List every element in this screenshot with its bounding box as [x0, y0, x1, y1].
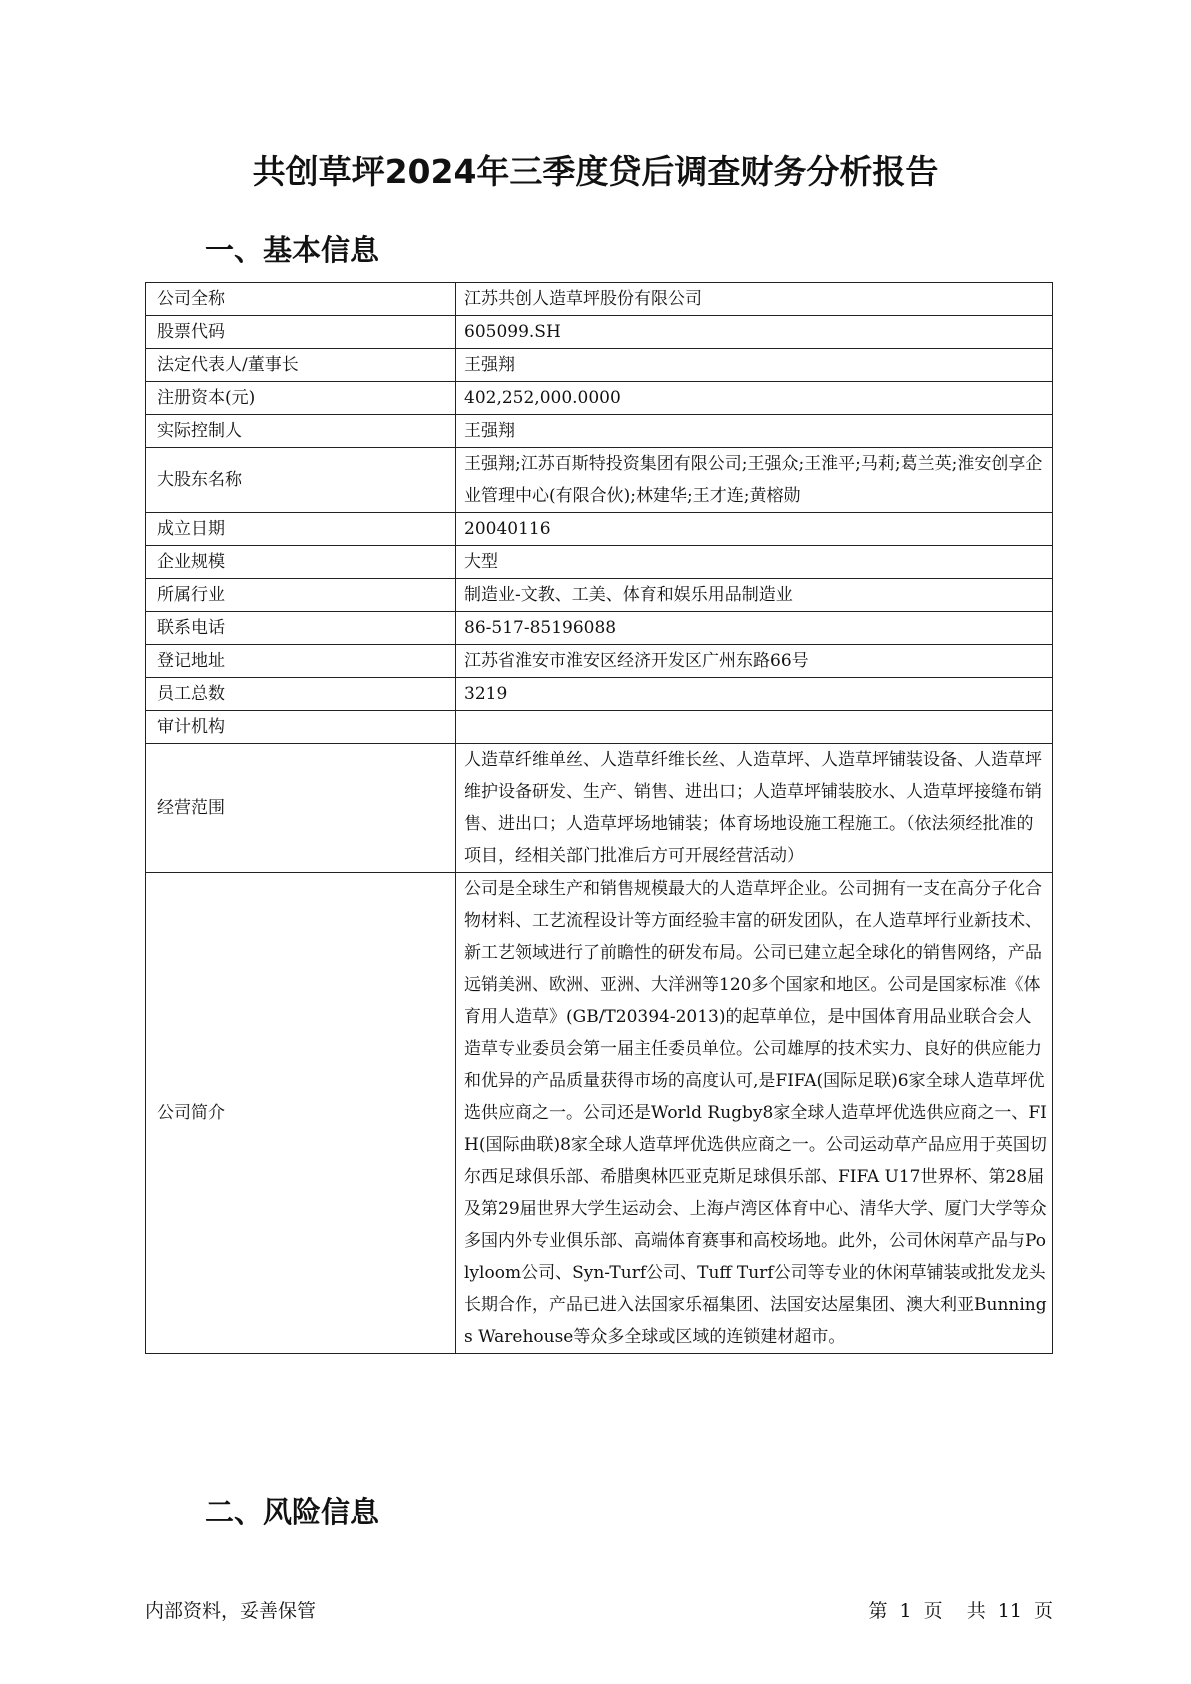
row-label: 股票代码	[146, 316, 456, 349]
section-heading-risk-info: 二、风险信息	[205, 1495, 380, 1529]
table-row	[146, 316, 1053, 349]
row-value: 江苏省淮安市淮安区经济开发区广州东路66号	[456, 645, 1053, 678]
row-label: 联系电话	[146, 612, 456, 645]
table-row	[146, 873, 1053, 1354]
row-value: 公司是全球生产和销售规模最大的人造草坪企业。公司拥有一支在高分子化合物材料、工艺流程设计等方面经验丰富的研发团队，在人造草坪行业新技术、新工艺领域进行了前瞻性的研发布局。公司已建立起全球化的销售网络，产品远销美洲、欧洲、亚洲、大洋洲等120多个国家和地区。公司是国家标准《体育用人造草》(GB/T20394-2013)的起草单位，是中国体育用品业联合会人造草专业委员会第一届主任委员单位。公司雄厚的技术实力、良好的供应能力和优异的产品质量获得市场的高度认可,是FIFA(国际足联)6家全球人造草坪优选供应商之一。公司还是World Rugby8家全球人造草坪优选供应商之一、FIH(国际曲联)8家全球人造草坪优选供应商之一。公司运动草产品应用于英国切尔西足球俱乐部、希腊奥林匹亚克斯足球俱乐部、FIFA U17世界杯、第28届及第29届世界大学生运动会、上海卢湾区体育中心、清华大学、厦门大学等众多国内外专业俱乐部、高端体育赛事和高校场地。此外，公司休闲草产品与Polyloom公司、Syn-Turf公司、Tuff Turf公司等专业的休闲草铺装或批发龙头长期合作，产品已进入法国家乐福集团、法国安达屋集团、澳大利亚Bunnings Warehouse等众多全球或区域的连锁建材超市。	[456, 873, 1053, 1354]
row-value: 江苏共创人造草坪股份有限公司	[456, 283, 1053, 316]
section-heading-basic-info: 一、基本信息	[205, 233, 380, 267]
basic-info-table	[145, 282, 1053, 1354]
table-row	[146, 678, 1053, 711]
row-label: 公司简介	[146, 873, 456, 1354]
table-row	[146, 382, 1053, 415]
row-label: 企业规模	[146, 546, 456, 579]
page-indicator: 第 1 页 共 11 页	[868, 1600, 1053, 1622]
table-row	[146, 349, 1053, 382]
row-value: 人造草纤维单丝、人造草纤维长丝、人造草坪、人造草坪铺装设备、人造草坪维护设备研发、生产、销售、进出口；人造草坪铺装胶水、人造草坪接缝布销售、进出口；人造草坪场地铺装；体育场地设施工程施工。（依法须经批准的项目，经相关部门批准后方可开展经营活动）	[456, 744, 1053, 873]
row-value: 王强翔	[456, 349, 1053, 382]
row-label: 所属行业	[146, 579, 456, 612]
table-row	[146, 546, 1053, 579]
table-row	[146, 612, 1053, 645]
row-label: 注册资本(元)	[146, 382, 456, 415]
table-row	[146, 283, 1053, 316]
row-value: 王强翔	[456, 415, 1053, 448]
table-row	[146, 711, 1053, 744]
row-value: 3219	[456, 678, 1053, 711]
row-label: 审计机构	[146, 711, 456, 744]
table-row	[146, 645, 1053, 678]
table-row	[146, 513, 1053, 546]
row-label: 登记地址	[146, 645, 456, 678]
row-label: 法定代表人/董事长	[146, 349, 456, 382]
row-value: 大型	[456, 546, 1053, 579]
report-title: 共创草坪2024年三季度贷后调查财务分析报告	[252, 152, 939, 191]
row-value: 王强翔;江苏百斯特投资集团有限公司;王强众;王淮平;马莉;葛兰英;淮安创享企业管理中心(有限合伙);林建华;王才连;黄榕勋	[456, 448, 1053, 513]
table-row	[146, 448, 1053, 513]
table-row	[146, 744, 1053, 873]
row-value	[456, 711, 1053, 744]
row-label: 成立日期	[146, 513, 456, 546]
footer-confidential-note: 内部资料，妥善保管	[145, 1600, 317, 1622]
row-value: 402,252,000.0000	[456, 382, 1053, 415]
row-label: 公司全称	[146, 283, 456, 316]
row-label: 员工总数	[146, 678, 456, 711]
table-row	[146, 415, 1053, 448]
row-value: 605099.SH	[456, 316, 1053, 349]
footer-page-number	[868, 1596, 1053, 1623]
table-row	[146, 579, 1053, 612]
row-value: 20040116	[456, 513, 1053, 546]
row-label: 实际控制人	[146, 415, 456, 448]
row-value: 制造业-文教、工美、体育和娱乐用品制造业	[456, 579, 1053, 612]
row-label: 经营范围	[146, 744, 456, 873]
row-value: 86-517-85196088	[456, 612, 1053, 645]
row-label: 大股东名称	[146, 448, 456, 513]
